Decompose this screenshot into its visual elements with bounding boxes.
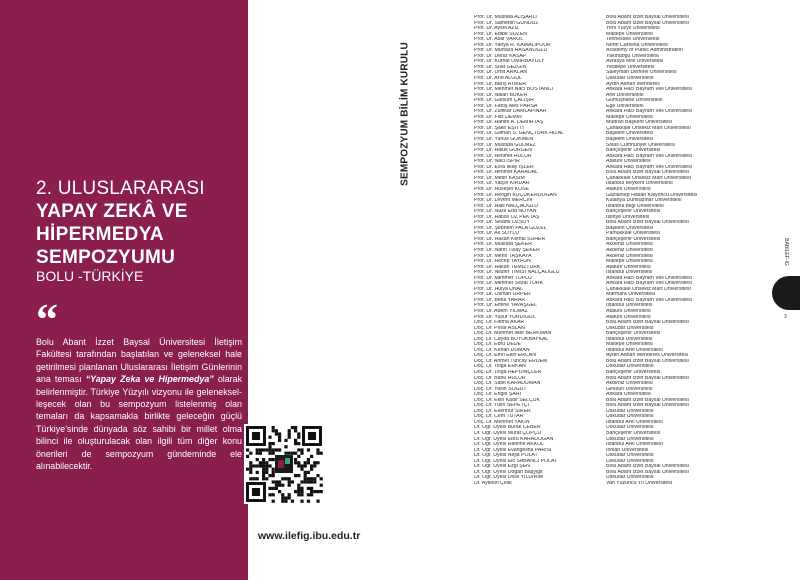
member-name: Prof. Dr. Aysel AZİZ: [474, 26, 520, 32]
member-institution: Bolu Abant İzzet Baysal Üniversitesi: [606, 375, 689, 381]
title-line-1: YAPAY ZEKÂ VE: [36, 201, 188, 222]
member-institution: Gaziantep Hasan Kalyoncu Üniversitesi: [606, 192, 698, 198]
member-institution: Bahçeşehir Üniversitesi: [606, 431, 661, 437]
member-name: Prof. Dr. Zülfikar DAMLAPINAR: [474, 109, 547, 115]
side-label: [782, 232, 790, 272]
member-name: Doç. Dr. Sibel KARADUMAN: [474, 381, 541, 387]
member-institution: İstanbul Arel Üniversitesi: [606, 347, 663, 353]
member-institution: Atatürk Üniversitesi: [606, 159, 651, 165]
member-name: Prof. Dr. Merih TAŞKAYA: [474, 253, 532, 259]
member-name: Prof. Dr. Hasan Kemal SÜHER: [474, 236, 546, 242]
location: BOLU -TÜRKİYE: [36, 268, 144, 284]
member-name: Doç. Dr. Esennur SİRER: [474, 408, 531, 414]
member-name: Prof. Dr. Betül YARAR: [474, 297, 526, 303]
member-name: Prof. Dr. Hanife A. DEMİRTAŞ: [474, 120, 544, 126]
member-name: Prof. Dr. Mehmet Sezai TÜRK: [474, 281, 544, 287]
member-name: Prof. Dr. Naci İSPİR: [474, 159, 520, 165]
member-name: Prof. Dr. Mustafa ALIŞARLI: [474, 15, 537, 20]
member-institution: Akdeniz Üniversitesi: [606, 253, 653, 259]
member-institution: Pamukkale Üniversitesi: [606, 231, 660, 237]
member-name: Prof. Dr. Gilman S. GENÇTÜRK HİZAL: [474, 131, 564, 137]
member-institution: Bolu Abant İzzet Baysal Üniversitesi: [606, 403, 689, 409]
member-institution: Bolu Abant İzzet Baysal Üniversitesi: [606, 358, 689, 364]
description-end: olarak belirlenmiştir. Türkiye Yüzyılı vizyonu ile gelenekselleşecek olan bu sempozyum listelenmiş olan temaları da kapsamakla birlikte geleceğin güçlü Türkiye’sinde dünyada söz sahibi bir millet olma bilinci ile oluşturulacak olan ilgili tüm diğer konu önerileri de sempozyum gündeminde ele alınabilecektir.: [36, 374, 243, 472]
member-institution: Giresun Üniversitesi: [606, 386, 653, 392]
member-name: Dr. Öğr. Üyesi Nejla POLAT: [474, 453, 538, 459]
member-institution: North Carolina Üniversitesi: [606, 42, 668, 48]
member-name: Prof. Dr. Hülya UNAL: [474, 286, 524, 292]
member-institution: Çanakkale Onsekiz Mart Üniversitesi: [606, 125, 691, 131]
member-name: Dr. Öğr. Üyesi Doğan Başyiğit: [474, 469, 543, 475]
event-number: 2. ULUSLARARASI: [36, 178, 205, 199]
member-name: Prof. Dr. Rengin KÜÇÜKERDOĞAN: [474, 192, 557, 198]
member-name: Prof. Dr. Emine YAVAŞGEL: [474, 303, 538, 309]
member-name: Prof. Dr. Gülsüm ÇALIŞIR: [474, 98, 534, 104]
member-institution: Mudran Başkent Üniversitesi: [606, 120, 673, 126]
member-name: Doç. Dr. Pınar ASLAN: [474, 325, 525, 331]
member-institution: Arel Üniversitesi: [606, 92, 644, 98]
member-institution: Bolu Abant İzzet Baysal Üniversitesi: [606, 320, 689, 326]
member-institution: Bolu Abant İzzet Baysal Üniversitesi: [606, 170, 689, 176]
member-name: Prof. Dr. Yunus GÖKMEN: [474, 137, 534, 143]
member-name: Dr. Aytekin Çelik: [474, 480, 512, 486]
member-name: Prof. Dr. Kurnat OMIRBAYULY: [474, 59, 545, 65]
member-name: Prof. Dr. Nazlı Eda NOYAN: [474, 209, 537, 215]
member-institution: Bolu Abant İzzet Baysal Üniversitesi: [606, 397, 689, 403]
member-institution: İstanbul Bilgi Üniversitesi: [606, 203, 664, 209]
member-name: Prof. Dr. Filiz DEMİR: [474, 114, 522, 120]
member-name: Prof. Dr. Asaf VAROL: [474, 37, 524, 43]
member-name: Prof. Dr. Metin KASIM: [474, 175, 525, 181]
website-url[interactable]: www.ilefig.ibu.edu.tr: [258, 530, 361, 542]
member-institution: Bolu Abant İzzet Baysal Üniversitesi: [606, 469, 689, 475]
member-institution: Üsküdar Üniversitesi: [606, 364, 654, 370]
member-institution: Atatürk Üniversitesi: [606, 186, 651, 192]
member-institution: Ankara Hacı Bayram Veli Üniversitesi: [606, 87, 692, 93]
member-name: Dr. Öğr. Üyesi Dicle YILDIRIM: [474, 475, 544, 481]
member-name: Doç. Dr. Ebru DEDE: [474, 342, 521, 348]
member-institution: Başkent Üniversitesi: [606, 137, 653, 143]
member-institution: Üsküdar Üniversitesi: [606, 458, 654, 464]
member-name: Prof. Dr. Hakan TEMİZTÜRK: [474, 264, 541, 270]
member-institution: Bahçeşehir Üniversitesi: [606, 148, 661, 154]
member-institution: Ionian Üniversitesi: [606, 447, 649, 453]
member-institution: Atatürk Üniversitesi: [606, 308, 651, 314]
member-name: Prof. Dr. Adem YILMAZ: [474, 308, 528, 314]
member-name: Dr. Öğr. Üyesi Elif SABANCI POLAT: [474, 458, 558, 464]
member-institution: Ankara Hacı Bayram Veli Üniversitesi: [606, 164, 692, 170]
member-name: Dr. Öğr. Üyesi Burak CEBER: [474, 425, 541, 431]
description: [36, 336, 242, 472]
member-institution: Maltepe Üniversitesi: [606, 31, 653, 37]
member-name: Prof. Dr. Ali SOYLU: [474, 231, 519, 237]
member-name: Doç. Dr. Kenan DUMAN: [474, 347, 530, 353]
member-name: Prof. Dr. Mehmet Nacİ BOSTANCI: [474, 87, 553, 93]
member-name: Prof. Dr. Esra İlkay İŞLER: [474, 164, 534, 170]
member-institution: Üsküdar Üniversitesi: [606, 425, 654, 431]
member-institution: Çanakkale Onsekiz Mart Üniversitesi: [606, 175, 691, 181]
member-institution: İstanbul Üniversitesi: [606, 336, 653, 342]
member-name: Prof. Dr. Murtaza HASANOĞLU: [474, 48, 548, 54]
member-name: Doç. Dr. Ahmet Tuncay ERDEM: [474, 358, 548, 364]
member-name: Doç. Dr. Emri Ekin ERCAN: [474, 353, 536, 359]
member-name: Dr. Öğr. Üyesi Murat ÇÖPÇÜ: [474, 431, 542, 437]
member-name: Doç. Dr. Mehmet YAKIN: [474, 419, 530, 425]
qr-code[interactable]: [244, 424, 324, 504]
member-name: Doç. Dr. Mehmet İlker BERKMAN: [474, 331, 552, 337]
member-institution: Maltepe Üniversitesi: [606, 342, 653, 348]
member-institution: Aydın Adnan Menderes: [606, 81, 660, 87]
title-line-3: SEMPOZYUMU: [36, 247, 176, 268]
member-name: Dr. Öğr. Üyesi Evangelina PARISI: [474, 447, 552, 453]
member-name: Doç. Dr. Yasin SÖĞÜT: [474, 386, 527, 392]
member-institution: Van Yüzüncü Yıl Üniversitesi: [606, 480, 673, 486]
member-name: Prof. Dr. Hatice ÖZ PEKTAŞ: [474, 214, 540, 220]
left-panel: [0, 0, 248, 580]
member-name: Prof. Dr. Halil NALÇAOĞLU: [474, 203, 538, 209]
member-name: Prof. Dr. Hüseyin KÖSE: [474, 186, 530, 192]
member-institution: İstanbul Beykent Üniversitesi: [606, 181, 673, 187]
member-institution: Üsküdar Üniversitesi: [606, 475, 654, 481]
member-institution: Ankara Hacı Bayram Veli Üniversitesi: [606, 281, 692, 287]
member-institution: Ankara Hacı Bayram Veli Üniversitesi: [606, 153, 692, 159]
member-institution: Üsküdar Üniversitesi: [606, 414, 654, 420]
quote-mark-icon: “: [36, 295, 58, 344]
member-name: Prof. Dr. Samettin GÜNDÜZ: [474, 20, 539, 26]
member-institution: İstanbul Üniversitesi: [606, 270, 653, 276]
member-name: Doç. Dr. Engin ŞAHİ: [474, 392, 521, 398]
member-name: Doç. Dr. Cem TUTAR: [474, 414, 524, 420]
member-name: Doç. Dr. Tülin SEPETÇİ: [474, 403, 529, 409]
member-name: Prof. Dr. Himmet KARADAL: [474, 170, 538, 176]
member-name: Prof. Dr. Himmet HÜLÜR: [474, 153, 532, 159]
member-name: Doç. Dr. Ekin Kadir SELÇUK: [474, 397, 541, 403]
member-name: Doç. Dr. Tolga ERKAN: [474, 364, 526, 370]
title-line-2: HİPERMEDYA: [36, 224, 164, 245]
member-institution: Başkent Üniversitesi: [606, 131, 653, 137]
member-name: Prof. Dr. Edibe SÖZEN: [474, 31, 528, 37]
member-institution: Bahçeşehir Üniversitesi: [606, 370, 661, 375]
member-institution: İstanbul Üniversitesi: [606, 303, 653, 309]
member-institution: Bahçeşehir Üniversitesi: [606, 236, 661, 242]
member-name: Prof. Dr. Selami ÖZSOY: [474, 220, 530, 226]
member-institution: Ege Üniversitesi: [606, 103, 644, 109]
member-institution: Başkent Üniversitesi: [606, 225, 653, 231]
member-name: Prof. Dr. Şakir EŞİTTİ: [474, 125, 524, 131]
committee-heading: [398, 12, 412, 216]
member-name: Prof. Dr. Deniz KASAP: [474, 53, 527, 59]
committee-heading-text: SEMPOZYUM BİLİM KURULU: [399, 42, 411, 186]
member-institution: Tennessee Üniversitesi: [606, 37, 660, 43]
member-name: Prof. Dr. Haluk GÜRGEN: [474, 148, 532, 154]
member-name: Doç. Dr. Banu HÜLÜR: [474, 375, 526, 381]
member-name: Prof. Dr. Yahya R. KAMALIPOUR: [474, 42, 551, 48]
committee-member: [474, 481, 764, 487]
member-name: Prof. Dr. Yusuf YURDIGÜL: [474, 314, 536, 320]
member-institution: Ankara Hacı Bayram Veli Üniversitesi: [606, 275, 692, 281]
member-institution: Süleyman Demirel Üniversitesi: [606, 70, 677, 76]
member-institution: Akdeniz Üniversitesi: [606, 242, 653, 248]
qr-code-icon: [244, 424, 324, 504]
member-institution: Üsküdar Üniversitesi: [606, 436, 654, 442]
description-emphasis: “Yapay Zeka ve Hipermedya”: [85, 374, 214, 385]
member-institution: Atatürk Üniversitesi: [606, 264, 651, 270]
member-name: Dr. Öğr. Üyesi Ezgi ŞEN: [474, 464, 530, 470]
side-tab: [772, 276, 800, 310]
member-institution: İstanbul Arel Üniversitesi: [606, 442, 663, 448]
member-name: Prof. Dr. Arıd ALGÜL: [474, 76, 522, 82]
member-institution: Bahçeşehir Üniversitesi: [606, 331, 661, 337]
member-name: Prof. Dr. Barış ATİKER: [474, 81, 527, 87]
member-name: Prof. Dr. Mustafa ŞEKER: [474, 242, 532, 248]
member-institution: Yeni Yüzyıl Üniversitesi: [606, 26, 660, 32]
side-label-text: BABILEF-IG: [783, 238, 789, 266]
member-institution: Üsküdar Üniversitesi: [606, 76, 654, 82]
member-institution: Gümüşhane Üniversitesi: [606, 98, 663, 104]
member-institution: Akdeniz Üniversitesi: [606, 247, 653, 253]
member-institution: Atatürk Üniversitesi: [606, 314, 651, 320]
description-start: Bolu Abant İzzet Baysal Üniversitesi İletişim Fakültesi tarafından başlatılan ve geleneksel hale getirilmesi planlanan Uluslararası İletişim Günlerinin ana teması: [36, 337, 242, 385]
member-institution: Ankara Üniversitesi: [606, 392, 651, 398]
member-institution: Avrasya Milli Üniversitesi: [606, 59, 664, 65]
member-institution: Akdeniz Üniversitesi: [606, 381, 653, 387]
member-name: Dr. Öğr. Üyesi Ebru KARADOĞAN: [474, 436, 554, 442]
member-institution: Sivas Cumhuriyet Üniversitesi: [606, 142, 675, 148]
member-institution: Bolu Abant İzzet Baysal Üniversitesi: [606, 220, 689, 226]
member-name: Prof. Dr. Ümit ARKLAN: [474, 70, 528, 76]
member-institution: Kütahya Dumlupınar Üniversitesi: [606, 198, 682, 204]
member-institution: Bolu Abant İzzet Baysal Üniversitesi: [606, 15, 689, 20]
member-institution: Maltepe Üniversitesi: [606, 259, 653, 265]
member-name: Doç. Dr. Ceyda BÜYÜKBAYKAL: [474, 336, 549, 342]
symposium-title: [36, 200, 188, 269]
member-name: Dr. Öğr. Üyesi Rahime AKKOL: [474, 442, 545, 448]
member-name: Prof. Dr. Levent MERCİN: [474, 198, 532, 204]
member-institution: Bahçeşehir Üniversitesi: [606, 209, 661, 215]
member-institution: Yakındoğu Üniversitesi: [606, 53, 659, 59]
member-name: Prof. Dr. Osman ÜRPER: [474, 292, 531, 298]
page-number: 3: [784, 314, 787, 320]
member-name: Doç. Dr. Fatma AKAR: [474, 320, 525, 326]
member-institution: İstinye Üniversitesi: [606, 214, 650, 220]
member-name: Prof. Dr. Mehmet TOPLU: [474, 275, 532, 281]
member-name: Prof. Dr. Suat GEZGİN: [474, 64, 527, 70]
member-institution: Aydın Adnan Menderes Üniversitesi: [606, 353, 689, 359]
member-institution: İstanbul Arel Üniversitesi: [606, 419, 663, 425]
member-name: Prof. Dr. Şebnem PALA GÜZEL: [474, 225, 547, 231]
member-institution: Maltepe Üniversitesi: [606, 114, 653, 120]
member-institution: Bolu Abant İzzet Baysal Üniversitesi: [606, 464, 689, 470]
committee-list: [474, 15, 764, 486]
member-institution: Üsküdar Üniversitesi: [606, 408, 654, 414]
member-institution: Ankara Hacı Bayram Veli Üniversitesi: [606, 297, 692, 303]
member-institution: Üsküdar Üniversitesi: [606, 325, 654, 331]
member-institution: Marmara Üniversitesi: [606, 292, 656, 298]
member-name: Prof. Dr. Fatoş Ales PARSA: [474, 103, 538, 109]
member-name: Doç. Dr. Tolga HEPDİNÇLER: [474, 370, 542, 375]
member-institution: Çanakkale Onsekiz Mart Üniversitesi: [606, 286, 691, 292]
member-name: Prof. Dr. Recep TAYFUN: [474, 259, 531, 265]
member-institution: Bolu Abant İzzet Baysal Üniversitesi: [606, 20, 689, 26]
member-name: Prof. Dr. Mustafa GÜLMEZ: [474, 142, 536, 148]
member-institution: Ankara Hacı Bayram Veli Üniversitesi: [606, 109, 692, 115]
member-name: Prof. Dr. Nalan BÜKER: [474, 92, 528, 98]
member-institution: Academy of Public Administration: [606, 48, 683, 54]
member-name: Prof. Dr. Yalçın KIRDAR: [474, 181, 530, 187]
member-institution: Üsküdar Üniversitesi: [606, 453, 654, 459]
member-institution: Yeditepe Üniversitesi: [606, 64, 655, 70]
member-name: Prof. Dr. Nilüfer TİMİSİ NALÇAOĞLU: [474, 270, 560, 276]
member-name: Prof. Dr. Narin Tülay ŞEKER: [474, 247, 540, 253]
